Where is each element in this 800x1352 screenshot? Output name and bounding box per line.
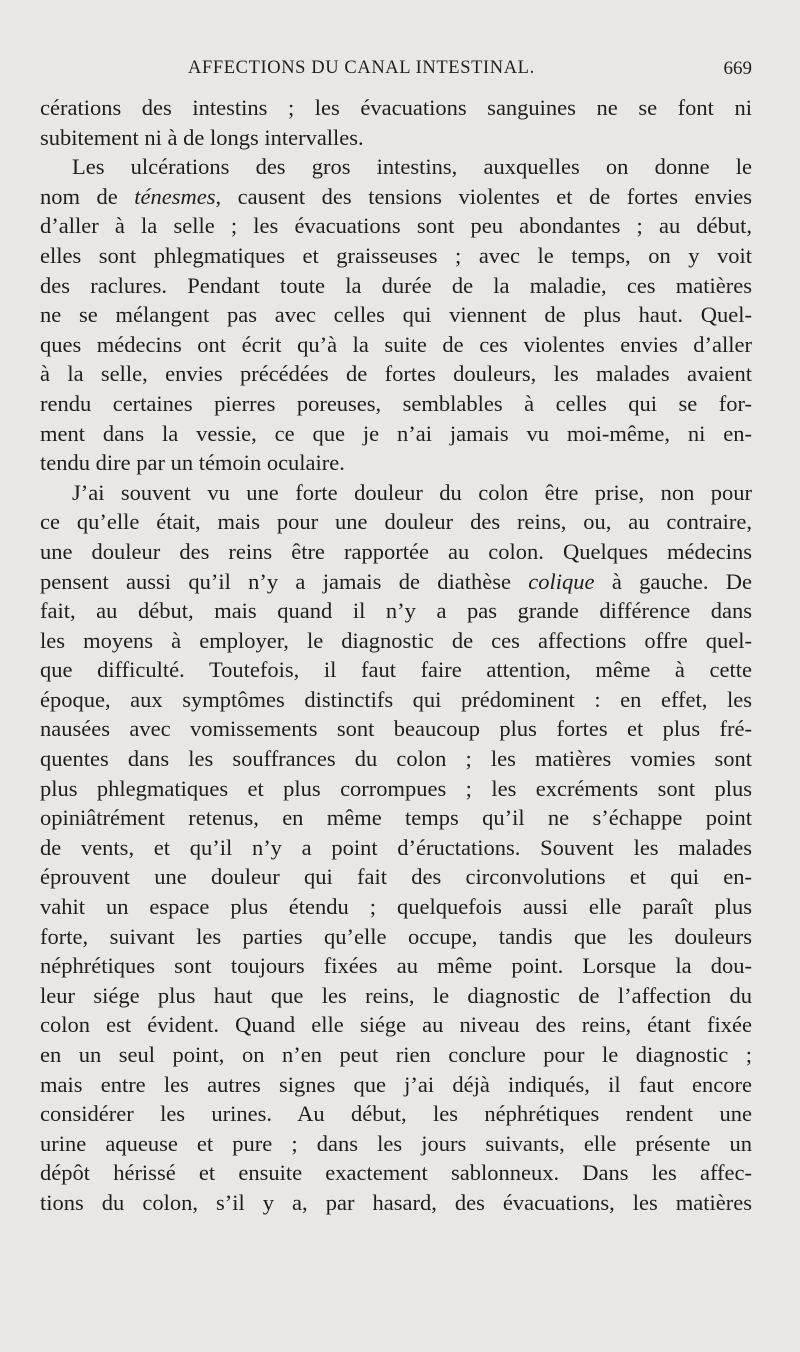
text-line: considérer les urines. Au début, les néphrétiques rendent une [40, 1101, 752, 1127]
text-line: elles sont phlegmatiques et graisseuses ; avec le temps, on y voit [40, 242, 752, 268]
text-line: ment dans la vessie, ce que je n’ai jamais vu moi-même, ni en- [40, 420, 752, 446]
body-text [40, 93, 752, 1218]
text-line: époque, aux symptômes distinctifs qui prédominent : en effet, les [40, 686, 752, 712]
text-line: urine aqueuse et pure ; dans les jours suivants, elle présente un [40, 1130, 752, 1156]
text-fragment: à gauche. De [594, 568, 752, 594]
italic-term: colique [528, 568, 595, 594]
text-line: forte, suivant les parties qu’elle occupe, tandis que les douleurs [40, 923, 752, 949]
text-line: leur siége plus haut que les reins, le diagnostic de l’affection du [40, 982, 752, 1008]
text-line: subitement ni à de longs intervalles. [40, 124, 364, 150]
text-line: en un seul point, on n’en peut rien conclure pour le diagnostic ; [40, 1042, 752, 1067]
text-line: d’aller à la selle ; les évacuations sont peu abondantes ; au début, [40, 213, 752, 239]
text-line [40, 567, 752, 597]
text-line: ques médecins ont écrit qu’à la suite de ces violentes envies d’aller [40, 331, 752, 357]
text-line: de vents, et qu’il n’y a point d’éructations. Souvent les malades [40, 834, 752, 860]
text-line: J’ai souvent vu une forte douleur du colon être prise, non pour [72, 479, 752, 505]
text-line: cérations des intestins ; les évacuations sanguines ne se font ni [40, 95, 752, 120]
text-line: colon est évident. Quand elle siége au niveau des reins, étant fixée [40, 1012, 752, 1038]
text-line: quentes dans les souffrances du colon ; les matières vomies sont [40, 746, 752, 772]
text-line: à la selle, envies précédées de fortes douleurs, les malades avaient [40, 361, 752, 387]
text-line: tions du colon, s’il y a, par hasard, des évacuations, les matières [40, 1189, 752, 1215]
text-line: opiniâtrément retenus, en même temps qu’il ne s’échappe point [40, 805, 752, 831]
text-line: que difficulté. Toutefois, il faut faire attention, même à cette [40, 657, 752, 683]
text-line: vahit un espace plus étendu ; quelquefois aussi elle paraît plus [40, 894, 752, 920]
text-line: Les ulcérations des gros intestins, auxquelles on donne le [72, 154, 752, 180]
text-line: ne se mélangent pas avec celles qui viennent de plus haut. Quel- [40, 302, 752, 328]
text-line: une douleur des reins être rapportée au colon. Quelques médecins [40, 538, 752, 564]
page-header [40, 58, 752, 84]
text-line [40, 182, 752, 212]
page-number: 669 [723, 58, 752, 79]
text-line: des raclures. Pendant toute la durée de la maladie, ces matières [40, 272, 752, 298]
text-line: les moyens à employer, le diagnostic de ces affections offre quel- [40, 627, 752, 653]
running-title: AFFECTIONS DU CANAL INTESTINAL. [188, 58, 535, 78]
italic-term: ténesmes [134, 183, 216, 209]
text-fragment: , causent des tensions violentes et de fortes envies [215, 183, 752, 209]
text-fragment: nom de [40, 183, 135, 209]
text-line: éprouvent une douleur qui fait des circonvolutions et qui en- [40, 864, 752, 890]
text-line: nausées avec vomissements sont beaucoup plus fortes et plus fré- [40, 716, 752, 742]
text-line: ce qu’elle était, mais pour une douleur des reins, ou, au contraire, [40, 509, 752, 535]
text-line: dépôt hérissé et ensuite exactement sablonneux. Dans les affec- [40, 1160, 752, 1186]
text-line: néphrétiques sont toujours fixées au même point. Lorsque la dou- [40, 953, 752, 979]
text-fragment: pensent aussi qu’il n’y a jamais de diathèse [40, 568, 529, 594]
text-line: rendu certaines pierres poreuses, semblables à celles qui se for- [40, 390, 752, 416]
text-line: plus phlegmatiques et plus corrompues ; les excréments sont plus [40, 775, 752, 801]
text-line: fait, au début, mais quand il n’y a pas grande différence dans [40, 598, 752, 624]
text-line: tendu dire par un témoin oculaire. [40, 450, 345, 476]
text-line: mais entre les autres signes que j’ai déjà indiqués, il faut encore [40, 1071, 752, 1097]
